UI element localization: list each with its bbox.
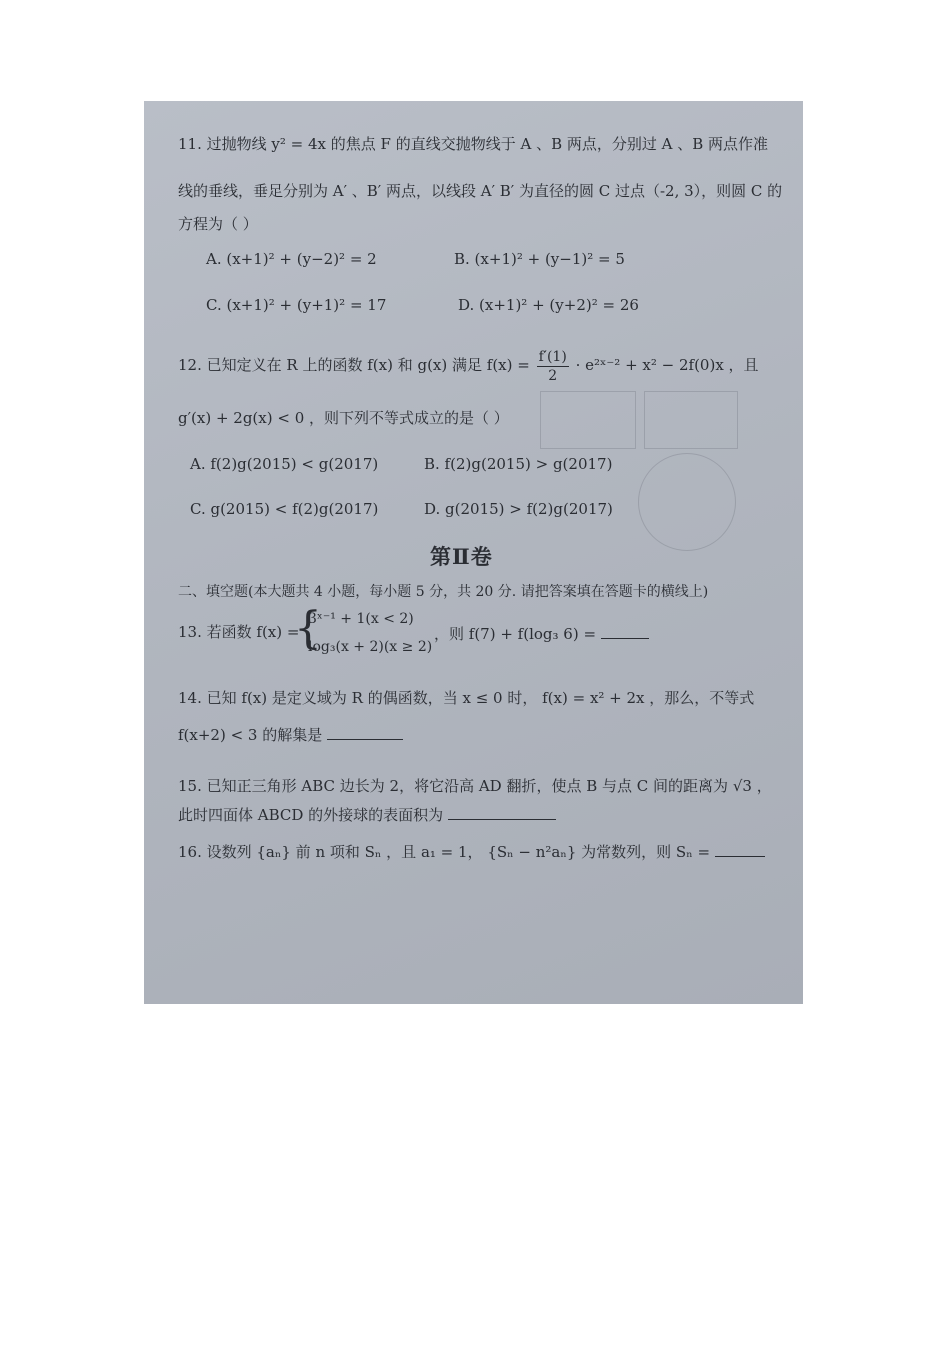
q12-line-1-post: · e²ˣ⁻² + x² − 2f(0)x ，且: [575, 356, 759, 374]
q12-fraction-numerator: f′(1): [538, 348, 567, 365]
part2-header: 二、填空题(本大题共 4 小题，每小题 5 分，共 20 分. 请把答案填在答题卡的横线上): [178, 584, 709, 600]
q12-option-a: A. f(2)g(2015) < g(2017): [190, 455, 379, 473]
q16-answer-blank: [715, 842, 765, 857]
section-title: 第Ⅱ卷: [430, 544, 493, 569]
q14-line-1: 14. 已知 f(x) 是定义域为 R 的偶函数，当 x ≤ 0 时， f(x) = x² + 2x ，那么，不等式: [178, 689, 755, 707]
q13-piece-1: 3ˣ⁻¹ + 1(x < 2): [308, 611, 414, 627]
q13-piece-2: log₃(x + 2)(x ≥ 2): [308, 639, 433, 655]
q13-post-text: ，则 f(7) + f(log₃ 6) =: [434, 625, 597, 643]
q16-line-1: [178, 842, 765, 862]
q14-line-2-text: f(x+2) < 3 的解集是: [178, 726, 323, 744]
q11-option-a: A. (x+1)² + (y−2)² = 2: [206, 250, 377, 268]
q13-brace: {: [294, 603, 322, 654]
bleed-rect-right: [644, 391, 738, 449]
q15-answer-blank: [448, 805, 556, 820]
q15-line-1: 15. 已知正三角形 ABC 边长为 2，将它沿高 AD 翻折，使点 B 与点 C 间的距离为 √3 ，: [178, 777, 772, 795]
q12-fraction: [537, 348, 569, 385]
q11-option-d: D. (x+1)² + (y+2)² = 26: [458, 296, 639, 314]
q14-line-2: [178, 725, 403, 745]
q13-answer-blank: [601, 624, 649, 639]
q11-line-3: 方程为（ ）: [178, 215, 258, 233]
q11-line-2: 线的垂线，垂足分别为 A′ 、B′ 两点，以线段 A′ B′ 为直径的圆 C 过点（-2, 3），则圆 C 的: [178, 182, 783, 200]
q12-fraction-denominator: 2: [548, 367, 558, 384]
q12-option-d: D. g(2015) > f(2)g(2017): [424, 500, 613, 518]
q16-line-1-text: 16. 设数列 {aₙ} 前 n 项和 Sₙ ，且 a₁ = 1， {Sₙ − n²aₙ} 为常数列，则 Sₙ =: [178, 843, 711, 861]
q11-option-c: C. (x+1)² + (y+1)² = 17: [206, 296, 387, 314]
q15-line-2-text: 此时四面体 ABCD 的外接球的表面积为: [178, 806, 444, 824]
q12-line-1: [178, 345, 759, 385]
q15-line-2: [178, 805, 556, 825]
q12-option-c: C. g(2015) < f(2)g(2017): [190, 500, 379, 518]
q11-option-b: B. (x+1)² + (y−1)² = 5: [454, 250, 625, 268]
q13-post: [434, 624, 649, 644]
q12-line-1-pre: 12. 已知定义在 R 上的函数 f(x) 和 g(x) 满足 f(x) =: [178, 356, 530, 374]
q12-option-b: B. f(2)g(2015) > g(2017): [424, 455, 613, 473]
bleed-circle: [638, 453, 736, 551]
q11-line-1: 11. 过抛物线 y² = 4x 的焦点 F 的直线交抛物线于 A 、B 两点，分别过 A 、B 两点作准: [178, 135, 769, 153]
bleed-rect-left: [540, 391, 636, 449]
exam-photo: [144, 101, 803, 1004]
q12-line-2: g′(x) + 2g(x) < 0 ，则下列不等式成立的是（ ）: [178, 409, 509, 427]
q14-answer-blank: [327, 725, 403, 740]
q13-pre: 13. 若函数 f(x) =: [178, 623, 300, 641]
